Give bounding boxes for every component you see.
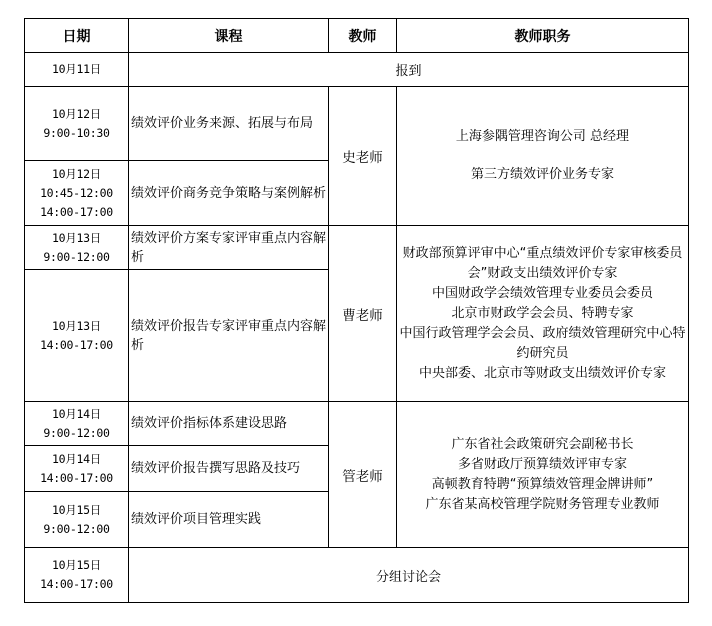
duty-line: 多省财政厅预算绩效评审专家 [457,456,627,472]
duty-cao [397,226,689,402]
teacher-shi: 史老师 [329,87,397,226]
duty-line: 财政部预算评审中心“重点绩效评价专家审核委员会”财政支出绩效评价专家 [402,245,683,281]
header-date: 日期 [25,19,129,53]
duty-line: 广东省某高校管理学院财务管理专业教师 [425,496,660,512]
duty-line: 北京市财政学会会员、特聘专家 [451,305,634,321]
duty-line: 高顿教育特聘“预算绩效管理金牌讲师” [431,476,654,492]
duty-line: 第三方绩效评价业务专家 [470,167,614,182]
table-row [25,226,689,270]
duty-line: 中国财政学会绩效管理专业委员会委员 [431,285,653,301]
duty-shi [397,87,689,226]
course-cell: 绩效评价报告撰写思路及技巧 [129,446,329,492]
header-duty: 教师职务 [397,19,689,53]
teacher-cao: 曹老师 [329,226,397,402]
schedule-table [24,18,689,603]
duty-guan [397,402,689,548]
date-cell: 10月14日 9:00-12:00 [25,402,129,446]
date-cell: 10月12日 9:00-10:30 [25,87,129,161]
course-cell: 绩效评价项目管理实践 [129,492,329,548]
course-cell: 绩效评价业务来源、拓展与布局 [129,87,329,161]
table-row [25,53,689,87]
date-cell: 10月13日 14:00-17:00 [25,270,129,402]
date-cell: 10月11日 [25,53,129,87]
duty-line: 中国行政管理学会会员、政府绩效管理研究中心特约研究员 [399,325,686,361]
date-cell: 10月12日 10:45-12:00 14:00-17:00 [25,161,129,226]
date-cell: 10月13日 9:00-12:00 [25,226,129,270]
course-cell: 绩效评价报告专家评审重点内容解析 [129,270,329,402]
table-row [25,548,689,603]
date-cell: 10月15日 14:00-17:00 [25,548,129,603]
header-course: 课程 [129,19,329,53]
course-cell: 绩效评价指标体系建设思路 [129,402,329,446]
duty-line: 广东省社会政策研究会副秘书长 [451,436,634,452]
discussion-cell: 分组讨论会 [129,548,689,603]
table-row [25,87,689,161]
header-teacher: 教师 [329,19,397,53]
teacher-guan: 管老师 [329,402,397,548]
date-cell: 10月15日 9:00-12:00 [25,492,129,548]
course-cell: 绩效评价方案专家评审重点内容解析 [129,226,329,270]
registration-cell: 报到 [129,53,689,87]
date-cell: 10月14日 14:00-17:00 [25,446,129,492]
table-row [25,402,689,446]
duty-line: 中央部委、北京市等财政支出绩效评价专家 [418,365,666,381]
header-row [25,19,689,53]
course-cell: 绩效评价商务竞争策略与案例解析 [129,161,329,226]
duty-line: 上海参隅管理咨询公司 总经理 [455,129,630,144]
